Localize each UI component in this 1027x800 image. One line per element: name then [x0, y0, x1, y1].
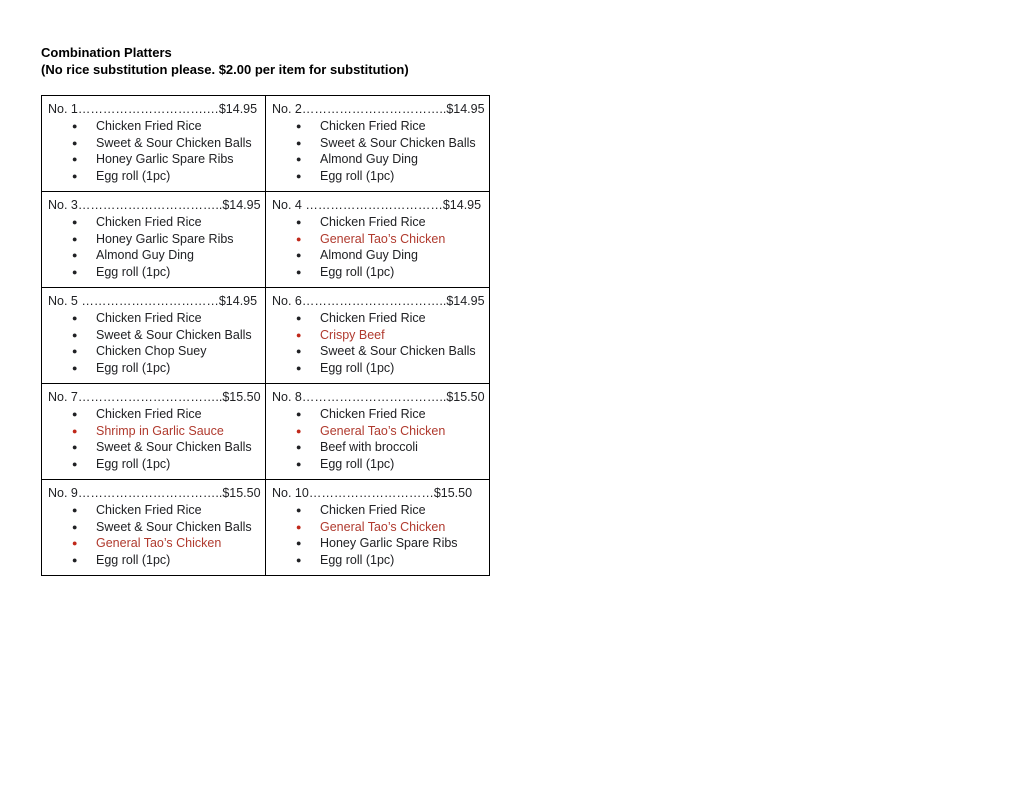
list-item: ● Shrimp in Garlic Sauce [48, 423, 265, 440]
list-item: ● Chicken Fried Rice [272, 502, 489, 519]
list-item: ● Chicken Fried Rice [272, 406, 489, 423]
list-item: ● Egg roll (1pc) [48, 168, 265, 185]
list-item: ● Egg roll (1pc) [272, 552, 489, 569]
platter-cell [42, 480, 266, 576]
list-item: ● Sweet & Sour Chicken Balls [48, 519, 265, 536]
platter-title: No. 9……………………………..$15.50 [48, 486, 261, 500]
page-heading [41, 44, 409, 78]
table-row [42, 192, 490, 288]
table-row [42, 288, 490, 384]
platter-cell [266, 288, 490, 384]
platter-item-list [48, 406, 265, 472]
list-item: ● Chicken Fried Rice [48, 406, 265, 423]
list-item: ● Chicken Fried Rice [48, 118, 265, 135]
list-item: ● General Tao’s Chicken [272, 423, 489, 440]
platter-item-list [272, 502, 489, 568]
platter-title: No. 1………………………….…$14.95 [48, 102, 258, 116]
list-item: ● Chicken Fried Rice [48, 214, 265, 231]
platter-title: No. 6……………………………..$14.95 [272, 294, 485, 308]
platter-cell [266, 384, 490, 480]
platter-cell [266, 480, 490, 576]
list-item: ● Egg roll (1pc) [272, 168, 489, 185]
platter-item-list [272, 406, 489, 472]
platter-cell [42, 384, 266, 480]
platter-item-list [48, 118, 265, 184]
list-item: ● Sweet & Sour Chicken Balls [272, 343, 489, 360]
list-item: ● General Tao’s Chicken [272, 231, 489, 248]
list-item: ● Almond Guy Ding [48, 247, 265, 264]
page-subtitle: (No rice substitution please. $2.00 per item for substitution) [41, 62, 409, 77]
platter-cell [266, 192, 490, 288]
list-item: ● Egg roll (1pc) [48, 264, 265, 281]
list-item: ● Chicken Fried Rice [272, 118, 489, 135]
list-item: ● Honey Garlic Spare Ribs [272, 535, 489, 552]
list-item: ● Chicken Fried Rice [272, 214, 489, 231]
platter-title: No. 5 ……………………………$14.95 [48, 294, 258, 308]
list-item: ● Chicken Fried Rice [272, 310, 489, 327]
list-item: ● Sweet & Sour Chicken Balls [48, 327, 265, 344]
list-item: ● General Tao’s Chicken [272, 519, 489, 536]
list-item: ● Chicken Fried Rice [48, 310, 265, 327]
platter-item-list [272, 214, 489, 280]
list-item: ● Egg roll (1pc) [48, 552, 265, 569]
platter-title: No. 3……………………………..$14.95 [48, 198, 261, 212]
list-item: ● Sweet & Sour Chicken Balls [272, 135, 489, 152]
list-item: ● Beef with broccoli [272, 439, 489, 456]
table-row [42, 480, 490, 576]
combination-platters-table [41, 95, 490, 576]
platter-cell [42, 192, 266, 288]
list-item: ● Almond Guy Ding [272, 151, 489, 168]
platter-title: No. 7……………………………..$15.50 [48, 390, 261, 404]
list-item: ● Egg roll (1pc) [272, 360, 489, 377]
platter-item-list [272, 118, 489, 184]
platter-title: No. 10…………………………$15.50 [272, 486, 473, 500]
platter-cell [42, 96, 266, 192]
list-item: ● Sweet & Sour Chicken Balls [48, 439, 265, 456]
list-item: ● Egg roll (1pc) [48, 360, 265, 377]
platter-title: No. 2……………………………..$14.95 [272, 102, 485, 116]
list-item: ● Sweet & Sour Chicken Balls [48, 135, 265, 152]
table-row [42, 96, 490, 192]
platter-title: No. 4 ……………………………$14.95 [272, 198, 482, 212]
platter-item-list [272, 310, 489, 376]
list-item: ● General Tao’s Chicken [48, 535, 265, 552]
list-item: ● Egg roll (1pc) [48, 456, 265, 473]
platter-title: No. 8……………………………..$15.50 [272, 390, 485, 404]
platter-cell [266, 96, 490, 192]
list-item: ● Honey Garlic Spare Ribs [48, 231, 265, 248]
list-item: ● Crispy Beef [272, 327, 489, 344]
platter-cell [42, 288, 266, 384]
platter-item-list [48, 310, 265, 376]
list-item: ● Egg roll (1pc) [272, 456, 489, 473]
list-item: ● Chicken Fried Rice [48, 502, 265, 519]
platter-item-list [48, 214, 265, 280]
list-item: ● Almond Guy Ding [272, 247, 489, 264]
platter-item-list [48, 502, 265, 568]
list-item: ● Honey Garlic Spare Ribs [48, 151, 265, 168]
page-title: Combination Platters [41, 45, 172, 60]
list-item: ● Chicken Chop Suey [48, 343, 265, 360]
list-item: ● Egg roll (1pc) [272, 264, 489, 281]
table-row [42, 384, 490, 480]
